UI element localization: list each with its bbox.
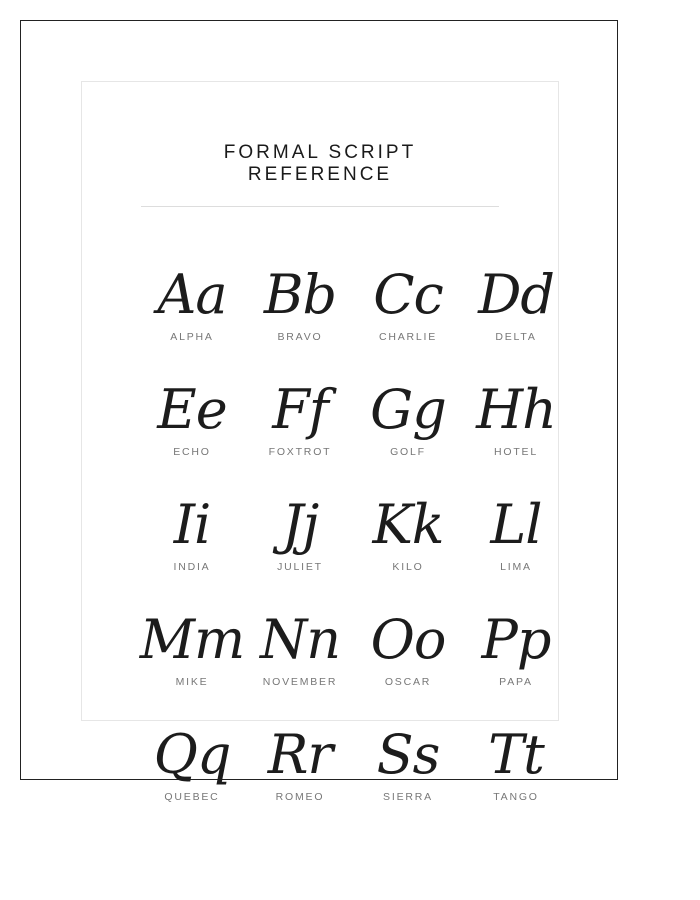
page-title [81,142,559,186]
letter-card [138,607,246,722]
letter-glyph: Rr [267,723,333,786]
letter-card [354,607,462,722]
title-line-2: REFERENCE [247,164,393,185]
phonetic-name: SIERRA [383,791,433,803]
letter-glyph: Hh [476,378,556,441]
letter-card [246,607,354,722]
letter-glyph: Dd [478,263,554,326]
letter-glyph: Mm [139,608,245,671]
letter-card [138,377,246,492]
letter-card [462,492,570,607]
letter-glyph: Aa [157,263,227,326]
letter-glyph: Pp [481,608,551,671]
phonetic-name: QUEBEC [164,791,220,803]
letter-card [462,722,570,837]
letter-glyph: Ll [490,493,542,556]
letter-glyph: Ii [173,493,211,556]
letter-card [462,607,570,722]
phonetic-name: JULIET [277,561,323,573]
letter-glyph: Ff [272,378,328,441]
phonetic-name: KILO [392,561,424,573]
letter-card [138,492,246,607]
letter-glyph: Jj [281,493,319,556]
letter-glyph: Tt [488,723,544,786]
phonetic-name: LIMA [500,561,532,573]
phonetic-name: ECHO [173,446,211,458]
phonetic-name: INDIA [173,561,211,573]
letter-card [246,722,354,837]
phonetic-name: CHARLIE [378,331,438,343]
phonetic-name: NOVEMBER [262,676,338,688]
letter-card [246,262,354,377]
letter-glyph: Oo [370,608,446,671]
phonetic-name: TANGO [493,791,539,803]
phonetic-name: OSCAR [384,676,432,688]
title-divider [141,206,499,207]
letter-card [138,262,246,377]
letter-card [354,262,462,377]
phonetic-name: ALPHA [170,331,214,343]
phonetic-name: PAPA [499,676,533,688]
letter-card [354,377,462,492]
letter-card [246,377,354,492]
phonetic-name: HOTEL [493,446,538,458]
letter-card [246,492,354,607]
phonetic-name: MIKE [175,676,209,688]
phonetic-name: ROMEO [275,791,325,803]
phonetic-name: FOXTROT [268,446,332,458]
letter-card [462,377,570,492]
letter-glyph: Kk [372,493,444,556]
phonetic-name: BRAVO [277,331,323,343]
letter-glyph: Ee [157,378,227,441]
title-line-1: FORMAL SCRIPT [223,142,417,163]
letter-glyph: Nn [259,608,341,671]
letter-grid [138,262,574,837]
letter-card [138,722,246,837]
letter-glyph: Bb [263,263,337,326]
letter-glyph: Ss [376,723,440,786]
letter-card [354,722,462,837]
letter-card [354,492,462,607]
letter-card [462,262,570,377]
letter-glyph: Gg [370,378,446,441]
phonetic-name: GOLF [390,446,426,458]
letter-glyph: Qq [153,723,231,786]
letter-glyph: Cc [373,263,443,326]
phonetic-name: DELTA [495,331,537,343]
